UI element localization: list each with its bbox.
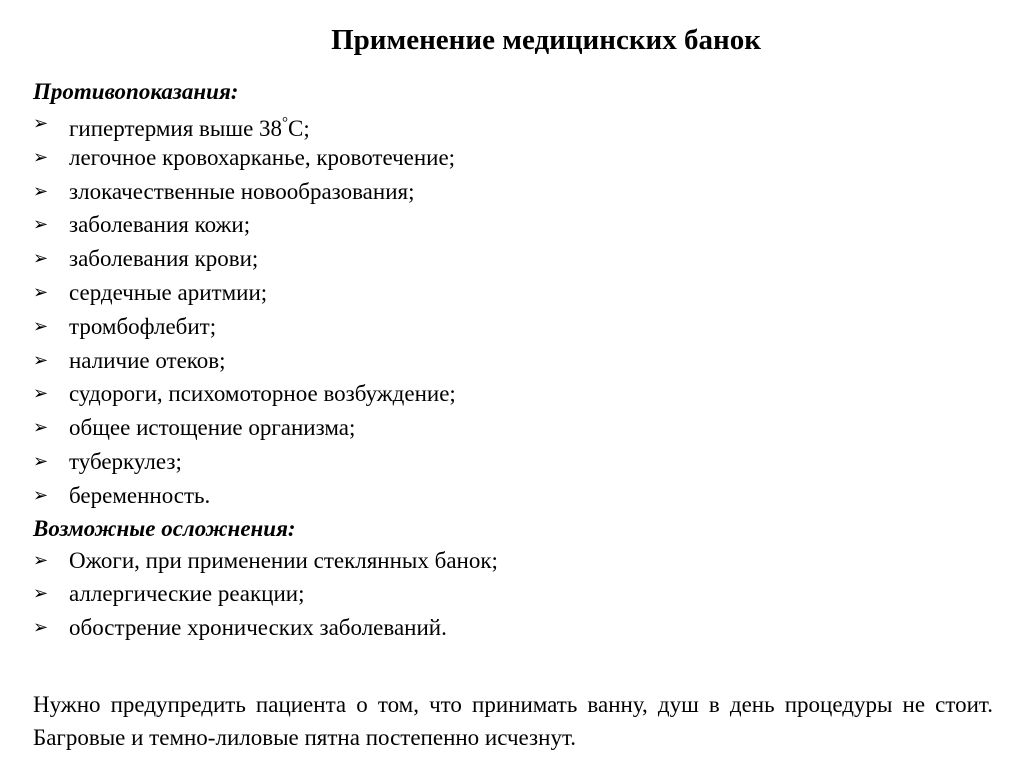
list-item	[33, 175, 993, 209]
list-item	[33, 107, 993, 141]
arrow-bullet-icon: ➢	[33, 248, 49, 270]
list-item-text: беременность.	[69, 482, 211, 508]
list-item-text: тромбофлебит;	[69, 313, 217, 339]
contraindications-heading: Противопоказания:	[33, 79, 239, 104]
arrow-bullet-icon: ➢	[33, 484, 49, 506]
list-item	[33, 208, 993, 242]
arrow-bullet-icon: ➢	[33, 417, 49, 439]
arrow-bullet-icon: ➢	[33, 383, 49, 405]
list-item-text: туберкулез;	[69, 448, 182, 474]
complications-heading: Возможные осложнения:	[33, 515, 296, 541]
list-item	[33, 344, 993, 378]
arrow-bullet-icon: ➢	[33, 146, 49, 168]
list-item-text: обострение хронических заболеваний.	[69, 615, 447, 641]
arrow-bullet-icon: ➢	[33, 583, 49, 605]
list-item-text: общее истощение организма;	[69, 415, 356, 441]
list-item-text: легочное кровохарканье, кровотечение;	[69, 144, 456, 170]
arrow-bullet-icon: ➢	[33, 549, 49, 571]
contraindications-list	[33, 107, 993, 513]
list-item	[33, 445, 993, 479]
complications-list	[33, 544, 993, 645]
list-item-text: заболевания кожи;	[69, 212, 251, 238]
slide-content	[33, 76, 993, 645]
list-item-text: заболевания крови;	[69, 246, 259, 272]
list-item	[33, 577, 993, 611]
temperature-unit: С;	[288, 116, 310, 141]
arrow-bullet-icon: ➢	[33, 349, 49, 371]
list-item-text: Ожоги, при применении стеклянных банок;	[69, 547, 498, 573]
patient-note: Нужно предупредить пациента о том, что принимать ванну, душ в день процедуры не стоит. Багровые и темно-лиловые пятна постепенно исчезнут.	[33, 692, 993, 750]
list-item	[33, 411, 993, 445]
list-item	[33, 242, 993, 276]
arrow-bullet-icon: ➢	[33, 113, 49, 134]
list-item	[33, 544, 993, 578]
list-item-text: наличие отеков;	[69, 347, 226, 373]
list-item-text: судороги, психомоторное возбуждение;	[69, 381, 456, 407]
arrow-bullet-icon: ➢	[33, 315, 49, 337]
degree-sign: °	[282, 115, 289, 131]
arrow-bullet-icon: ➢	[33, 450, 49, 472]
list-item	[33, 611, 993, 645]
list-item	[33, 276, 993, 310]
list-item-text: злокачественные новообразования;	[69, 178, 415, 204]
list-item	[33, 377, 993, 411]
arrow-bullet-icon: ➢	[33, 214, 49, 236]
arrow-bullet-icon: ➢	[33, 281, 49, 303]
list-item-text: сердечные аритмии;	[69, 279, 268, 305]
arrow-bullet-icon: ➢	[33, 617, 49, 639]
list-item	[33, 141, 993, 175]
list-item	[33, 479, 993, 513]
list-item-text: аллергические реакции;	[69, 581, 305, 607]
slide-title: Применение медицинских банок	[331, 24, 761, 56]
arrow-bullet-icon: ➢	[33, 180, 49, 202]
list-item	[33, 310, 993, 344]
list-item-text: гипертермия выше 38	[69, 116, 283, 141]
